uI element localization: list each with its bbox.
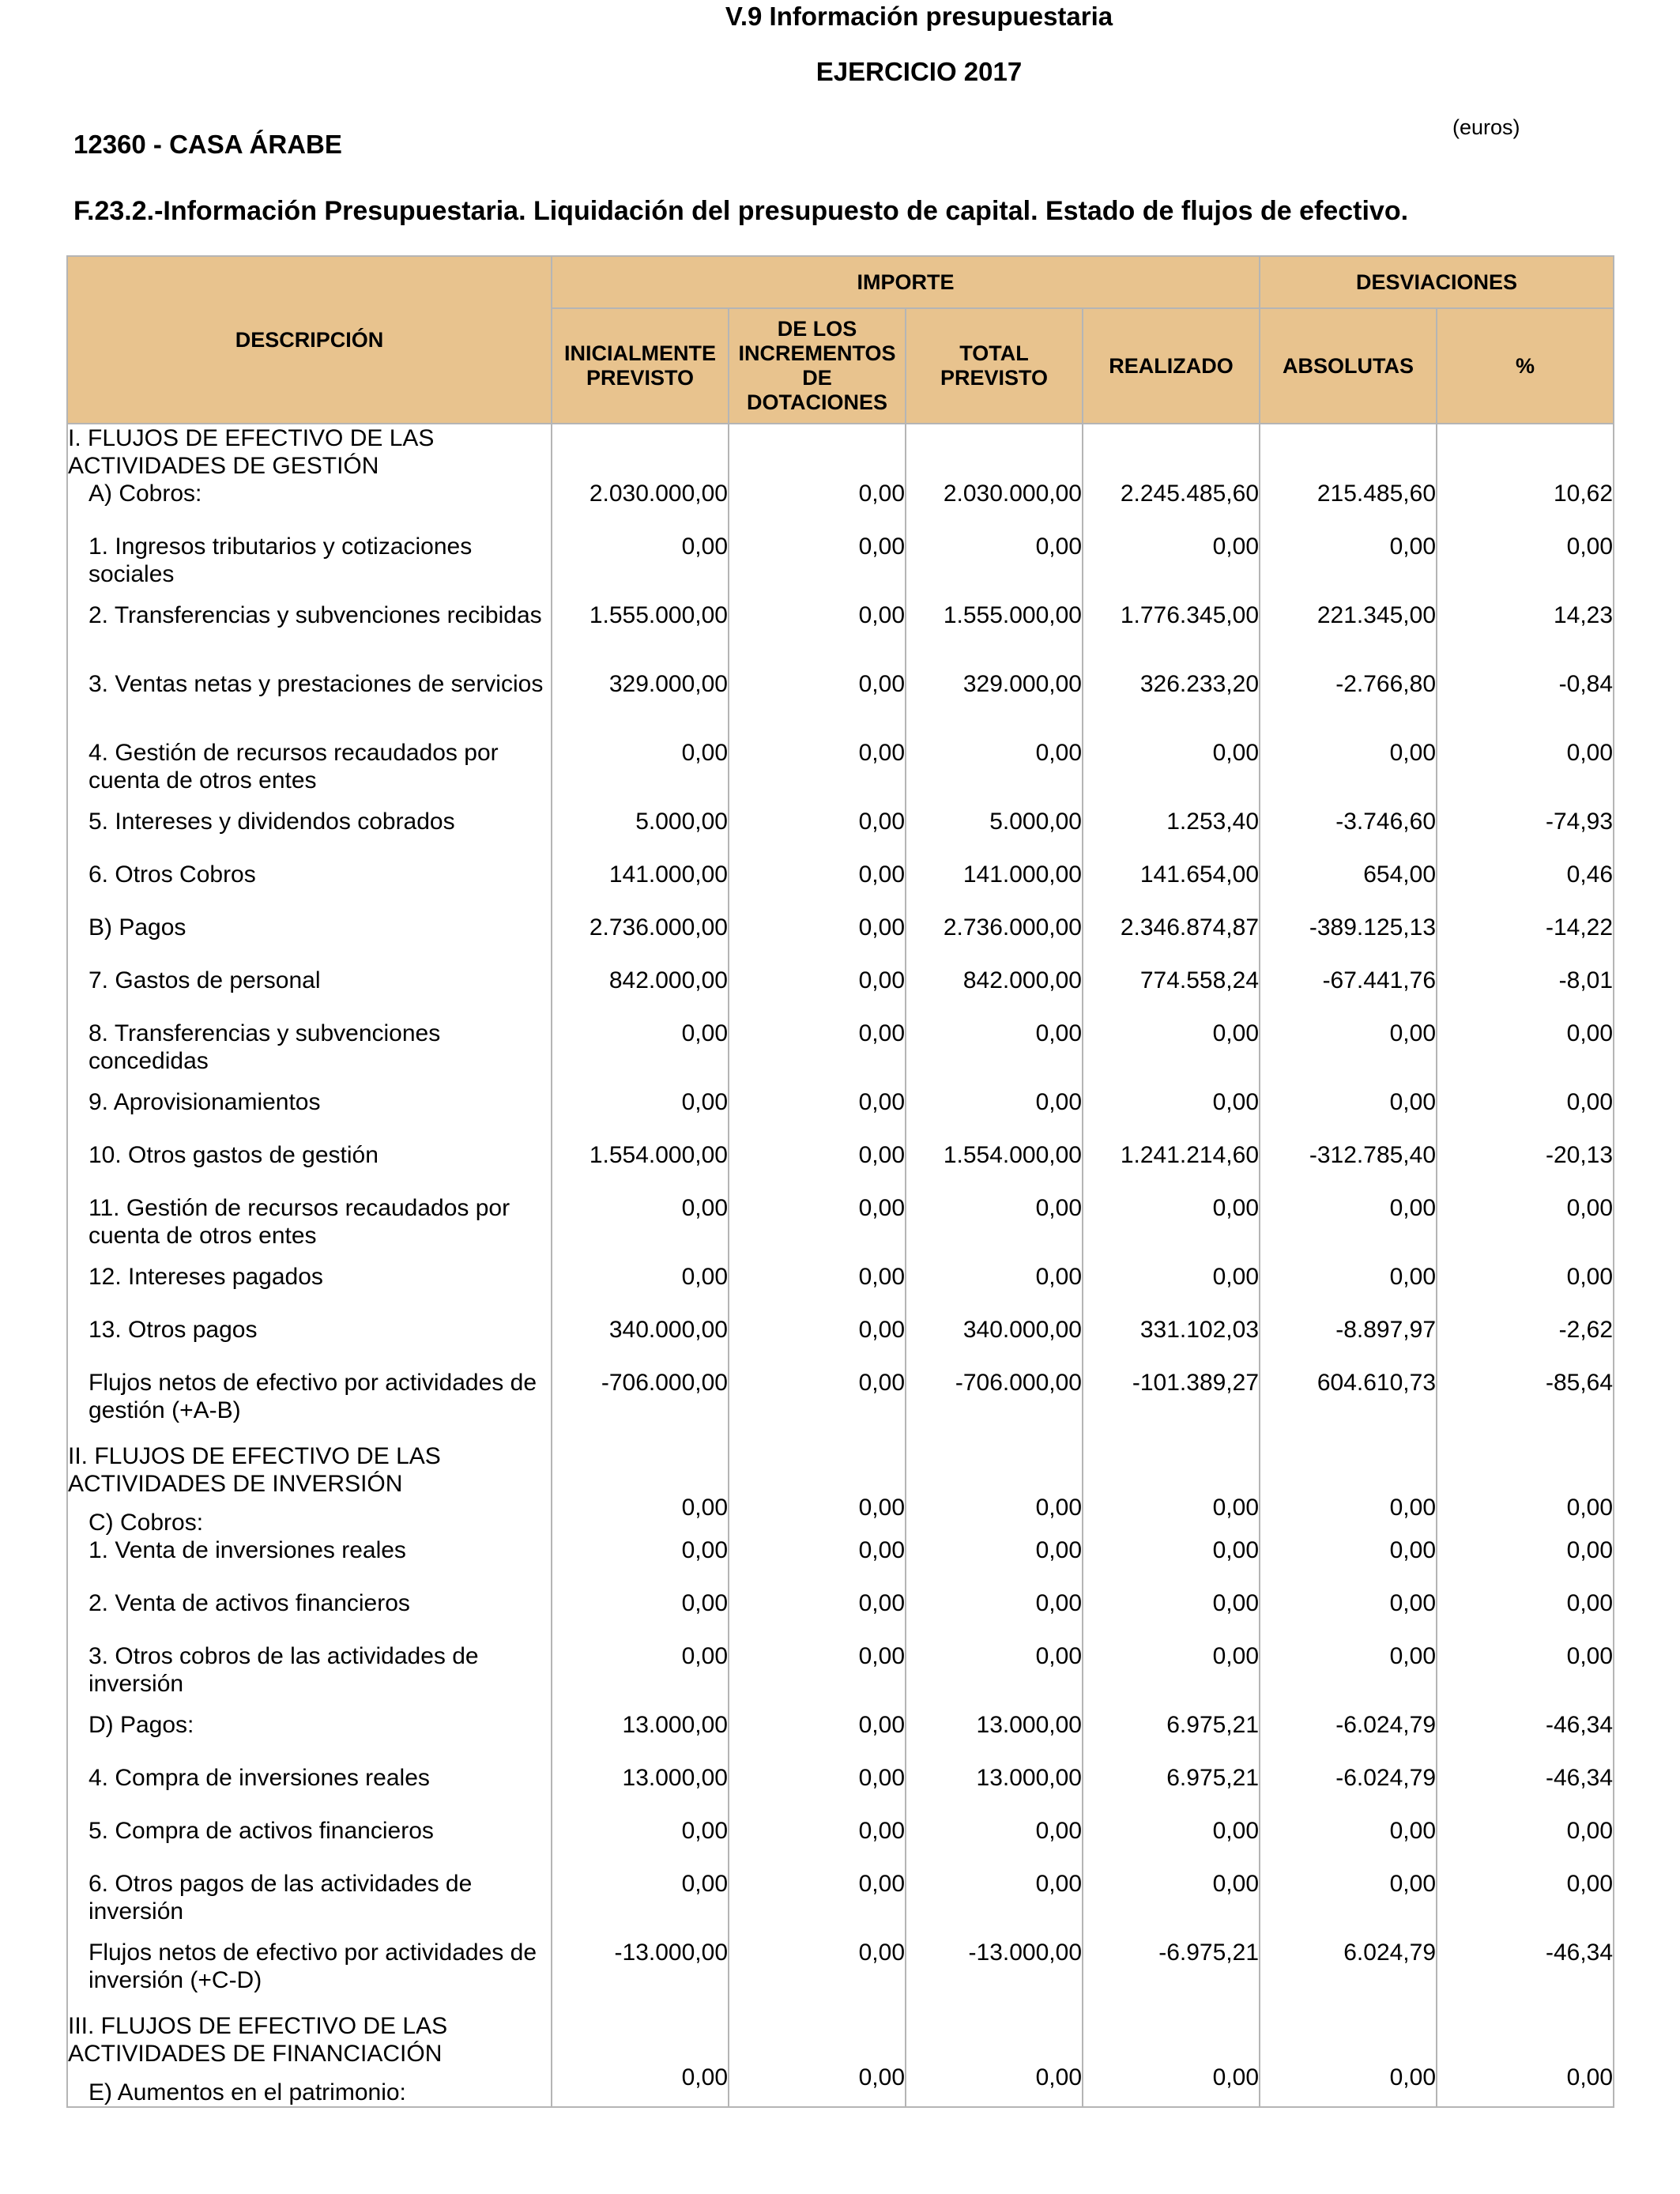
table-row (67, 1764, 1614, 1817)
row-description (67, 1764, 552, 1817)
cell-realizado: -101.389,27 (1083, 1369, 1260, 1438)
section-row (67, 2007, 1614, 2107)
cell-inicialmente-previsto (552, 424, 729, 480)
table-row (67, 1194, 1614, 1263)
cell-desviacion-absoluta: 0,00 (1260, 1020, 1437, 1088)
row-description (67, 1194, 552, 1263)
row-description (67, 861, 552, 914)
cell-desviacion-absoluta: 0,00 (1260, 1263, 1437, 1316)
cell-realizado (1083, 424, 1260, 480)
row-description (67, 1020, 552, 1088)
table-row (67, 1589, 1614, 1642)
cell-desviacion-porcentaje: 0,00 (1437, 1020, 1614, 1088)
cell-realizado: 1.241.214,60 (1083, 1141, 1260, 1194)
cell-desviacion-porcentaje: 0,00 (1437, 739, 1614, 808)
row-description (67, 601, 552, 670)
cell-inicialmente-previsto: 5.000,00 (552, 808, 729, 861)
cell-realizado: 2.245.485,60 (1083, 480, 1260, 533)
section-row (67, 1438, 1614, 1536)
row-description (67, 914, 552, 967)
row-description (67, 1711, 552, 1764)
header-realizado: REALIZADO (1083, 308, 1260, 424)
cell-incrementos-dotaciones: 0,00 (729, 670, 906, 739)
row-label: A) Cobros: (89, 481, 202, 507)
cell-total-previsto: 0,00 (906, 533, 1083, 601)
cell-value: 0,00 (1212, 2064, 1260, 2090)
cell-incrementos-dotaciones: 0,00 (729, 533, 906, 601)
cell-total-previsto: 0,00 (906, 1263, 1083, 1316)
table-header (67, 256, 1614, 424)
cell-desviacion-porcentaje (1437, 1438, 1614, 1536)
cell-desviacion-absoluta: 0,00 (1260, 1817, 1437, 1870)
cell-desviacion-absoluta: 0,00 (1260, 1194, 1437, 1263)
header-total-previsto: TOTAL PREVISTO (906, 308, 1083, 424)
cell-desviacion-absoluta: -312.785,40 (1260, 1141, 1437, 1194)
row-description (67, 739, 552, 808)
cell-value: 0,00 (858, 1495, 905, 1521)
cell-inicialmente-previsto: 13.000,00 (552, 1764, 729, 1817)
table-row (67, 670, 1614, 739)
cell-desviacion-absoluta: -6.024,79 (1260, 1711, 1437, 1764)
cell-inicialmente-previsto: 2.030.000,00 (552, 480, 729, 533)
cell-realizado (1083, 1438, 1260, 1536)
cell-realizado: 326.233,20 (1083, 670, 1260, 739)
cell-total-previsto: 1.555.000,00 (906, 601, 1083, 670)
cell-total-previsto (906, 424, 1083, 480)
row-label: 11. Gestión de recursos recaudados por cuenta de otros entes (89, 1195, 510, 1249)
cell-incrementos-dotaciones (729, 2007, 906, 2107)
cell-desviacion-porcentaje: 0,00 (1437, 1870, 1614, 1939)
cell-desviacion-porcentaje: -20,13 (1437, 1141, 1614, 1194)
row-label: 3. Ventas netas y prestaciones de servicios (89, 671, 544, 697)
cell-incrementos-dotaciones: 0,00 (729, 1711, 906, 1764)
cell-realizado: 6.975,21 (1083, 1764, 1260, 1817)
cell-incrementos-dotaciones: 0,00 (729, 1194, 906, 1263)
cell-realizado: 0,00 (1083, 1589, 1260, 1642)
row-label: Flujos netos de efectivo por actividades de gestión (+A-B) (89, 1370, 537, 1423)
row-label: B) Pagos (89, 914, 186, 941)
cell-realizado: 0,00 (1083, 1020, 1260, 1088)
cell-desviacion-porcentaje: 0,46 (1437, 861, 1614, 914)
cell-desviacion-absoluta: -6.024,79 (1260, 1764, 1437, 1817)
cell-desviacion-absoluta: -8.897,97 (1260, 1316, 1437, 1369)
cell-inicialmente-previsto: 141.000,00 (552, 861, 729, 914)
cell-total-previsto: 5.000,00 (906, 808, 1083, 861)
cell-desviacion-absoluta: 0,00 (1260, 1536, 1437, 1589)
cell-incrementos-dotaciones: 0,00 (729, 480, 906, 533)
cell-inicialmente-previsto: 1.555.000,00 (552, 601, 729, 670)
cell-incrementos-dotaciones: 0,00 (729, 1263, 906, 1316)
table-row (67, 1369, 1614, 1438)
cell-total-previsto: 0,00 (906, 1020, 1083, 1088)
table-row (67, 1817, 1614, 1870)
table-row (67, 601, 1614, 670)
cell-desviacion-porcentaje: 0,00 (1437, 1194, 1614, 1263)
row-label: 4. Gestión de recursos recaudados por cuenta de otros entes (89, 740, 499, 794)
document-title: V.9 Información presupuestaria (725, 2, 1113, 31)
cell-realizado: 0,00 (1083, 1263, 1260, 1316)
row-description (67, 1438, 552, 1536)
cell-desviacion-porcentaje (1437, 2007, 1614, 2107)
cell-realizado: 6.975,21 (1083, 1711, 1260, 1764)
cell-total-previsto: 0,00 (906, 1870, 1083, 1939)
cell-desviacion-absoluta (1260, 2007, 1437, 2107)
cell-inicialmente-previsto: 0,00 (552, 1263, 729, 1316)
cell-desviacion-porcentaje: -2,62 (1437, 1316, 1614, 1369)
row-description (67, 1939, 552, 2007)
cell-inicialmente-previsto: 2.736.000,00 (552, 914, 729, 967)
row-description (67, 670, 552, 739)
cell-incrementos-dotaciones: 0,00 (729, 1536, 906, 1589)
table-row (67, 1141, 1614, 1194)
cell-value: 0,00 (1566, 1495, 1614, 1521)
cell-incrementos-dotaciones (729, 424, 906, 480)
section-row (67, 424, 1614, 480)
header-incrementos-dotaciones: DE LOS INCREMENTOS DE DOTACIONES (729, 308, 906, 424)
cell-incrementos-dotaciones (729, 1438, 906, 1536)
cell-total-previsto: 340.000,00 (906, 1316, 1083, 1369)
cell-value: 0,00 (1389, 2064, 1437, 2090)
cell-incrementos-dotaciones: 0,00 (729, 1817, 906, 1870)
row-description (67, 1870, 552, 1939)
table-row (67, 1711, 1614, 1764)
cell-desviacion-porcentaje: 14,23 (1437, 601, 1614, 670)
cell-inicialmente-previsto: 0,00 (552, 1088, 729, 1141)
header-inicialmente-previsto: INICIALMENTE PREVISTO (552, 308, 729, 424)
cell-inicialmente-previsto (552, 2007, 729, 2107)
row-description (67, 808, 552, 861)
cell-total-previsto: 329.000,00 (906, 670, 1083, 739)
section-title: II. FLUJOS DE EFECTIVO DE LAS ACTIVIDADES DE INVERSIÓN (68, 1443, 441, 1497)
row-description (67, 1369, 552, 1438)
row-description (67, 480, 552, 533)
row-label: 6. Otros Cobros (89, 861, 256, 888)
report-subtitle: F.23.2.-Información Presupuestaria. Liquidación del presupuesto de capital. Estado de flujos de efectivo. (73, 196, 1409, 226)
cell-desviacion-absoluta: -389.125,13 (1260, 914, 1437, 967)
cell-desviacion-porcentaje: -46,34 (1437, 1764, 1614, 1817)
table-row (67, 861, 1614, 914)
table-row (67, 1536, 1614, 1589)
cell-desviacion-porcentaje: 0,00 (1437, 1263, 1614, 1316)
cell-total-previsto: -706.000,00 (906, 1369, 1083, 1438)
cell-realizado: 0,00 (1083, 1642, 1260, 1711)
cell-total-previsto: 13.000,00 (906, 1711, 1083, 1764)
cell-value: 0,00 (681, 1495, 728, 1521)
cell-incrementos-dotaciones: 0,00 (729, 808, 906, 861)
table-row (67, 1088, 1614, 1141)
row-label: 13. Otros pagos (89, 1317, 258, 1343)
cell-realizado: 331.102,03 (1083, 1316, 1260, 1369)
row-label: 5. Intereses y dividendos cobrados (89, 809, 455, 835)
cell-total-previsto: 0,00 (906, 739, 1083, 808)
cell-total-previsto: 0,00 (906, 1088, 1083, 1141)
cell-inicialmente-previsto: 0,00 (552, 1020, 729, 1088)
table-row (67, 1642, 1614, 1711)
table-row (67, 967, 1614, 1020)
cell-inicialmente-previsto: 13.000,00 (552, 1711, 729, 1764)
row-label: C) Cobros: (89, 1510, 204, 1536)
cell-incrementos-dotaciones: 0,00 (729, 1088, 906, 1141)
cell-realizado: 0,00 (1083, 1088, 1260, 1141)
cell-desviacion-porcentaje: 10,62 (1437, 480, 1614, 533)
cell-total-previsto: 2.736.000,00 (906, 914, 1083, 967)
cell-desviacion-absoluta: 0,00 (1260, 739, 1437, 808)
cell-incrementos-dotaciones: 0,00 (729, 739, 906, 808)
header-porcentaje: % (1437, 308, 1614, 424)
cell-inicialmente-previsto: 0,00 (552, 1589, 729, 1642)
cell-desviacion-absoluta: 0,00 (1260, 1088, 1437, 1141)
row-description (67, 1141, 552, 1194)
cell-desviacion-absoluta: -3.746,60 (1260, 808, 1437, 861)
cell-realizado: 1.776.345,00 (1083, 601, 1260, 670)
row-label: 4. Compra de inversiones reales (89, 1765, 430, 1791)
cell-value: 0,00 (1035, 1495, 1082, 1521)
cell-incrementos-dotaciones: 0,00 (729, 1020, 906, 1088)
cell-realizado: 1.253,40 (1083, 808, 1260, 861)
table-row (67, 914, 1614, 967)
cell-desviacion-absoluta: 221.345,00 (1260, 601, 1437, 670)
cell-realizado: 0,00 (1083, 1536, 1260, 1589)
row-description (67, 1536, 552, 1589)
cell-inicialmente-previsto: -706.000,00 (552, 1369, 729, 1438)
cell-desviacion-porcentaje (1437, 424, 1614, 480)
cell-inicialmente-previsto: 0,00 (552, 1194, 729, 1263)
cell-value: 0,00 (681, 2064, 728, 2090)
cell-inicialmente-previsto: -13.000,00 (552, 1939, 729, 2007)
cell-desviacion-absoluta: -67.441,76 (1260, 967, 1437, 1020)
cell-desviacion-porcentaje: -46,34 (1437, 1711, 1614, 1764)
cell-value: 0,00 (1212, 1495, 1260, 1521)
cell-value: 0,00 (1566, 2064, 1614, 2090)
cell-realizado: 141.654,00 (1083, 861, 1260, 914)
cell-value: 0,00 (858, 2064, 905, 2090)
cell-total-previsto: 0,00 (906, 1536, 1083, 1589)
cell-incrementos-dotaciones: 0,00 (729, 1642, 906, 1711)
fiscal-year: EJERCICIO 2017 (816, 57, 1023, 86)
row-label: 7. Gastos de personal (89, 967, 321, 993)
cell-realizado: 0,00 (1083, 533, 1260, 601)
cell-inicialmente-previsto: 1.554.000,00 (552, 1141, 729, 1194)
cell-inicialmente-previsto: 0,00 (552, 1870, 729, 1939)
row-description (67, 1263, 552, 1316)
table-row (67, 1263, 1614, 1316)
cell-desviacion-porcentaje: -14,22 (1437, 914, 1614, 967)
cell-desviacion-absoluta: 215.485,60 (1260, 480, 1437, 533)
cell-incrementos-dotaciones: 0,00 (729, 967, 906, 1020)
cell-desviacion-porcentaje: 0,00 (1437, 533, 1614, 601)
cell-total-previsto: 13.000,00 (906, 1764, 1083, 1817)
cell-realizado: 0,00 (1083, 1194, 1260, 1263)
row-description (67, 1589, 552, 1642)
cell-inicialmente-previsto (552, 1438, 729, 1536)
cell-incrementos-dotaciones: 0,00 (729, 1316, 906, 1369)
row-label: 6. Otros pagos de las actividades de inversión (89, 1871, 473, 1924)
cash-flow-table (66, 255, 1614, 2108)
cell-desviacion-porcentaje: 0,00 (1437, 1642, 1614, 1711)
cell-incrementos-dotaciones: 0,00 (729, 914, 906, 967)
cell-inicialmente-previsto: 340.000,00 (552, 1316, 729, 1369)
cell-desviacion-porcentaje: 0,00 (1437, 1536, 1614, 1589)
cell-inicialmente-previsto: 842.000,00 (552, 967, 729, 1020)
row-label: 2. Transferencias y subvenciones recibidas (89, 602, 542, 628)
row-label: E) Aumentos en el patrimonio: (89, 2079, 406, 2105)
cell-incrementos-dotaciones: 0,00 (729, 1870, 906, 1939)
cell-desviacion-absoluta: 6.024,79 (1260, 1939, 1437, 2007)
header-desviaciones: DESVIACIONES (1260, 256, 1614, 308)
cell-realizado: 0,00 (1083, 1870, 1260, 1939)
row-description (67, 1088, 552, 1141)
row-label: 8. Transferencias y subvenciones concedidas (89, 1020, 441, 1074)
cell-incrementos-dotaciones: 0,00 (729, 1764, 906, 1817)
cell-realizado: 0,00 (1083, 739, 1260, 808)
row-label: Flujos netos de efectivo por actividades de inversión (+C-D) (89, 1940, 537, 1993)
row-label: 1. Ingresos tributarios y cotizaciones sociales (89, 533, 473, 587)
cell-desviacion-absoluta (1260, 1438, 1437, 1536)
cell-total-previsto (906, 2007, 1083, 2107)
table-row (67, 1020, 1614, 1088)
row-label: 12. Intereses pagados (89, 1264, 323, 1290)
table-row (67, 480, 1614, 533)
cell-desviacion-absoluta: 604.610,73 (1260, 1369, 1437, 1438)
table-row (67, 1870, 1614, 1939)
cell-desviacion-porcentaje: 0,00 (1437, 1817, 1614, 1870)
cell-desviacion-absoluta: 0,00 (1260, 533, 1437, 601)
header-absolutas: ABSOLUTAS (1260, 308, 1437, 424)
row-label: 5. Compra de activos financieros (89, 1818, 434, 1844)
row-label: 1. Venta de inversiones reales (89, 1537, 406, 1563)
section-title: III. FLUJOS DE EFECTIVO DE LAS ACTIVIDADES DE FINANCIACIÓN (68, 2013, 448, 2067)
cell-desviacion-absoluta: 0,00 (1260, 1870, 1437, 1939)
currency-unit: (euros) (1452, 115, 1520, 139)
header-importe: IMPORTE (552, 256, 1260, 308)
cell-incrementos-dotaciones: 0,00 (729, 1369, 906, 1438)
cell-total-previsto: 0,00 (906, 1589, 1083, 1642)
row-description (67, 2007, 552, 2107)
cell-realizado (1083, 2007, 1260, 2107)
cell-realizado: 0,00 (1083, 1817, 1260, 1870)
table-body (67, 424, 1614, 2107)
cell-total-previsto (906, 1438, 1083, 1536)
cell-inicialmente-previsto: 0,00 (552, 1642, 729, 1711)
entity-name: 12360 - CASA ÁRABE (73, 130, 342, 159)
table-row (67, 808, 1614, 861)
row-label: 2. Venta de activos financieros (89, 1590, 410, 1616)
table-row (67, 1316, 1614, 1369)
cell-total-previsto: 0,00 (906, 1817, 1083, 1870)
row-label: 9. Aprovisionamientos (89, 1089, 321, 1115)
cell-incrementos-dotaciones: 0,00 (729, 1141, 906, 1194)
row-label: D) Pagos: (89, 1712, 194, 1738)
cell-desviacion-porcentaje: -8,01 (1437, 967, 1614, 1020)
cell-total-previsto: 2.030.000,00 (906, 480, 1083, 533)
table-row (67, 739, 1614, 808)
cell-desviacion-porcentaje: -74,93 (1437, 808, 1614, 861)
cell-total-previsto: 1.554.000,00 (906, 1141, 1083, 1194)
cell-realizado: 774.558,24 (1083, 967, 1260, 1020)
cell-desviacion-absoluta (1260, 424, 1437, 480)
row-description (67, 1316, 552, 1369)
cell-desviacion-porcentaje: -0,84 (1437, 670, 1614, 739)
cell-value: 0,00 (1389, 1495, 1437, 1521)
cell-desviacion-absoluta: 654,00 (1260, 861, 1437, 914)
table-row (67, 533, 1614, 601)
row-label: 3. Otros cobros de las actividades de inversión (89, 1643, 479, 1697)
row-description (67, 533, 552, 601)
cell-inicialmente-previsto: 329.000,00 (552, 670, 729, 739)
cell-desviacion-absoluta: -2.766,80 (1260, 670, 1437, 739)
row-label: 10. Otros gastos de gestión (89, 1142, 379, 1168)
section-title: I. FLUJOS DE EFECTIVO DE LAS ACTIVIDADES DE GESTIÓN (68, 425, 435, 479)
table-row (67, 1939, 1614, 2007)
cell-incrementos-dotaciones: 0,00 (729, 601, 906, 670)
cell-desviacion-porcentaje: -85,64 (1437, 1369, 1614, 1438)
cell-desviacion-absoluta: 0,00 (1260, 1589, 1437, 1642)
cell-inicialmente-previsto: 0,00 (552, 739, 729, 808)
cell-realizado: 2.346.874,87 (1083, 914, 1260, 967)
cell-desviacion-absoluta: 0,00 (1260, 1642, 1437, 1711)
row-description (67, 424, 552, 480)
cell-incrementos-dotaciones: 0,00 (729, 861, 906, 914)
row-description (67, 967, 552, 1020)
cell-inicialmente-previsto: 0,00 (552, 1817, 729, 1870)
header-descripcion: DESCRIPCIÓN (67, 256, 552, 424)
cell-inicialmente-previsto: 0,00 (552, 1536, 729, 1589)
cell-total-previsto: 0,00 (906, 1642, 1083, 1711)
cell-incrementos-dotaciones: 0,00 (729, 1939, 906, 2007)
cell-incrementos-dotaciones: 0,00 (729, 1589, 906, 1642)
cell-desviacion-porcentaje: 0,00 (1437, 1088, 1614, 1141)
cell-inicialmente-previsto: 0,00 (552, 533, 729, 601)
cell-total-previsto: 0,00 (906, 1194, 1083, 1263)
cell-total-previsto: 842.000,00 (906, 967, 1083, 1020)
cell-realizado: -6.975,21 (1083, 1939, 1260, 2007)
cell-total-previsto: 141.000,00 (906, 861, 1083, 914)
cell-desviacion-porcentaje: 0,00 (1437, 1589, 1614, 1642)
row-description (67, 1817, 552, 1870)
cell-total-previsto: -13.000,00 (906, 1939, 1083, 2007)
cell-value: 0,00 (1035, 2064, 1082, 2090)
row-description (67, 1642, 552, 1711)
cell-desviacion-porcentaje: -46,34 (1437, 1939, 1614, 2007)
